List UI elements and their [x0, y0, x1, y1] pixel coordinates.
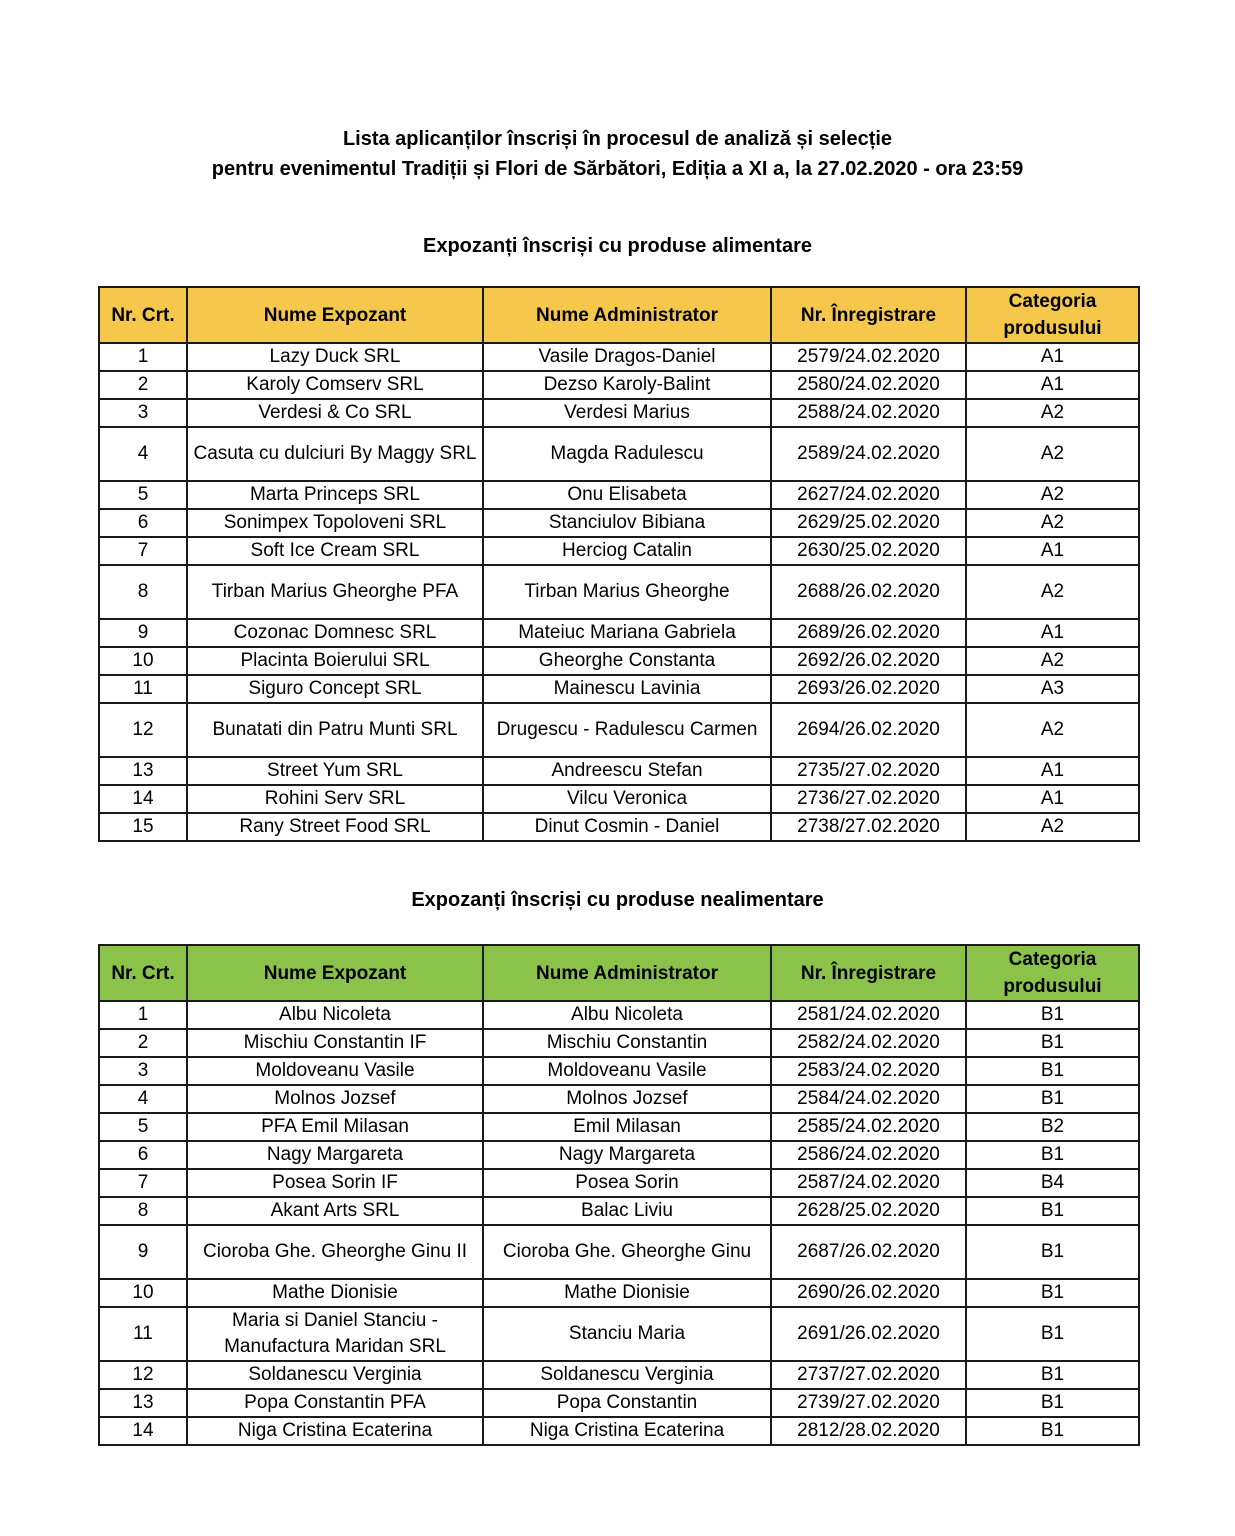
- document-title-line2: pentru evenimentul Tradiții și Flori de Sărbători, Ediția a XI a, la 27.02.2020 - ora 23:59: [211, 158, 1024, 180]
- table-row: [99, 399, 1139, 427]
- cell-nr: 8: [99, 1197, 187, 1225]
- cell-administrator: Posea Sorin: [483, 1169, 771, 1197]
- cell-expozant: Moldoveanu Vasile: [187, 1057, 483, 1085]
- cell-expozant: Soldanescu Verginia: [187, 1361, 483, 1389]
- cell-nr: 4: [99, 1085, 187, 1113]
- cell-expozant: Sonimpex Topoloveni SRL: [187, 509, 483, 537]
- cell-administrator: Molnos Jozsef: [483, 1085, 771, 1113]
- cell-expozant: Street Yum SRL: [187, 757, 483, 785]
- header-nr: Nr. Crt.: [99, 287, 187, 343]
- cell-administrator: Moldoveanu Vasile: [483, 1057, 771, 1085]
- table-row: [99, 757, 1139, 785]
- cell-nr: 8: [99, 565, 187, 619]
- cell-expozant: Bunatati din Patru Munti SRL: [187, 703, 483, 757]
- cell-nr: 1: [99, 1001, 187, 1029]
- cell-inregistrare: 2582/24.02.2020: [771, 1029, 966, 1057]
- cell-expozant: Popa Constantin PFA: [187, 1389, 483, 1417]
- table-header-row: [99, 287, 1139, 343]
- cell-categoria: A3: [966, 675, 1139, 703]
- cell-nr: 12: [99, 1361, 187, 1389]
- table-row: [99, 1225, 1139, 1279]
- cell-administrator: Dinut Cosmin - Daniel: [483, 813, 771, 841]
- cell-categoria: A2: [966, 399, 1139, 427]
- cell-inregistrare: 2735/27.02.2020: [771, 757, 966, 785]
- cell-expozant: Akant Arts SRL: [187, 1197, 483, 1225]
- cell-expozant: Siguro Concept SRL: [187, 675, 483, 703]
- cell-nr: 10: [99, 647, 187, 675]
- cell-categoria: B1: [966, 1001, 1139, 1029]
- table-row: [99, 1417, 1139, 1445]
- cell-nr: 7: [99, 537, 187, 565]
- table-row: [99, 1169, 1139, 1197]
- cell-administrator: Verdesi Marius: [483, 399, 771, 427]
- cell-nr: 9: [99, 1225, 187, 1279]
- cell-nr: 5: [99, 1113, 187, 1141]
- cell-nr: 13: [99, 757, 187, 785]
- cell-categoria: B1: [966, 1085, 1139, 1113]
- cell-administrator: Mathe Dionisie: [483, 1279, 771, 1307]
- table-row: [99, 537, 1139, 565]
- cell-expozant: Mischiu Constantin IF: [187, 1029, 483, 1057]
- cell-administrator: Popa Constantin: [483, 1389, 771, 1417]
- header-categoria: Categoria produsului: [966, 287, 1139, 343]
- cell-inregistrare: 2584/24.02.2020: [771, 1085, 966, 1113]
- cell-categoria: A2: [966, 647, 1139, 675]
- cell-administrator: Emil Milasan: [483, 1113, 771, 1141]
- cell-nr: 10: [99, 1279, 187, 1307]
- food-section-title: Expozanți înscriși cu produse alimentare: [422, 235, 812, 257]
- food-exhibitors-table: [98, 286, 1140, 842]
- cell-expozant: Niga Cristina Ecaterina: [187, 1417, 483, 1445]
- cell-inregistrare: 2629/25.02.2020: [771, 509, 966, 537]
- nonfood-exhibitors-table: [98, 944, 1140, 1446]
- cell-expozant: Tirban Marius Gheorghe PFA: [187, 565, 483, 619]
- cell-expozant: Posea Sorin IF: [187, 1169, 483, 1197]
- cell-expozant: Cozonac Domnesc SRL: [187, 619, 483, 647]
- cell-inregistrare: 2586/24.02.2020: [771, 1141, 966, 1169]
- table-row: [99, 675, 1139, 703]
- cell-categoria: B1: [966, 1307, 1139, 1361]
- nonfood-section-title: Expozanți înscriși cu produse nealimentare: [411, 889, 824, 911]
- table-row: [99, 1279, 1139, 1307]
- cell-administrator: Gheorghe Constanta: [483, 647, 771, 675]
- cell-inregistrare: 2580/24.02.2020: [771, 371, 966, 399]
- table-header-row: [99, 945, 1139, 1001]
- table-row: [99, 1057, 1139, 1085]
- table-row: [99, 703, 1139, 757]
- cell-administrator: Dezso Karoly-Balint: [483, 371, 771, 399]
- table-row: [99, 1389, 1139, 1417]
- cell-categoria: A2: [966, 565, 1139, 619]
- cell-expozant: PFA Emil Milasan: [187, 1113, 483, 1141]
- table-row: [99, 1307, 1139, 1361]
- cell-inregistrare: 2583/24.02.2020: [771, 1057, 966, 1085]
- cell-categoria: B1: [966, 1197, 1139, 1225]
- cell-administrator: Herciog Catalin: [483, 537, 771, 565]
- cell-administrator: Onu Elisabeta: [483, 481, 771, 509]
- table-row: [99, 1113, 1139, 1141]
- cell-inregistrare: 2587/24.02.2020: [771, 1169, 966, 1197]
- cell-inregistrare: 2687/26.02.2020: [771, 1225, 966, 1279]
- header-administrator: Nume Administrator: [483, 945, 771, 1001]
- cell-categoria: A2: [966, 481, 1139, 509]
- table-row: [99, 343, 1139, 371]
- table-row: [99, 481, 1139, 509]
- cell-inregistrare: 2581/24.02.2020: [771, 1001, 966, 1029]
- cell-nr: 2: [99, 371, 187, 399]
- cell-expozant: Maria si Daniel Stanciu - Manufactura Maridan SRL: [187, 1307, 483, 1361]
- cell-administrator: Mainescu Lavinia: [483, 675, 771, 703]
- cell-nr: 13: [99, 1389, 187, 1417]
- cell-expozant: Casuta cu dulciuri By Maggy SRL: [187, 427, 483, 481]
- cell-categoria: B1: [966, 1141, 1139, 1169]
- cell-inregistrare: 2579/24.02.2020: [771, 343, 966, 371]
- header-inregistrare: Nr. Înregistrare: [771, 287, 966, 343]
- cell-categoria: A1: [966, 371, 1139, 399]
- cell-inregistrare: 2688/26.02.2020: [771, 565, 966, 619]
- table-row: [99, 1085, 1139, 1113]
- table-row: [99, 647, 1139, 675]
- cell-nr: 15: [99, 813, 187, 841]
- table-row: [99, 509, 1139, 537]
- cell-categoria: A1: [966, 619, 1139, 647]
- cell-inregistrare: 2692/26.02.2020: [771, 647, 966, 675]
- cell-administrator: Soldanescu Verginia: [483, 1361, 771, 1389]
- cell-nr: 2: [99, 1029, 187, 1057]
- table-row: [99, 371, 1139, 399]
- cell-expozant: Molnos Jozsef: [187, 1085, 483, 1113]
- cell-administrator: Magda Radulescu: [483, 427, 771, 481]
- cell-categoria: B1: [966, 1029, 1139, 1057]
- document-title-line1: Lista aplicanților înscriși în procesul de analiză și selecție: [342, 128, 893, 150]
- cell-administrator: Stanciulov Bibiana: [483, 509, 771, 537]
- cell-inregistrare: 2588/24.02.2020: [771, 399, 966, 427]
- cell-administrator: Andreescu Stefan: [483, 757, 771, 785]
- table-row: [99, 1001, 1139, 1029]
- cell-categoria: B1: [966, 1389, 1139, 1417]
- cell-categoria: B2: [966, 1113, 1139, 1141]
- cell-nr: 6: [99, 1141, 187, 1169]
- cell-inregistrare: 2589/24.02.2020: [771, 427, 966, 481]
- cell-expozant: Karoly Comserv SRL: [187, 371, 483, 399]
- cell-nr: 14: [99, 785, 187, 813]
- cell-expozant: Placinta Boierului SRL: [187, 647, 483, 675]
- cell-nr: 9: [99, 619, 187, 647]
- table-row: [99, 1361, 1139, 1389]
- cell-inregistrare: 2690/26.02.2020: [771, 1279, 966, 1307]
- cell-categoria: A1: [966, 785, 1139, 813]
- header-inregistrare: Nr. Înregistrare: [771, 945, 966, 1001]
- cell-expozant: Soft Ice Cream SRL: [187, 537, 483, 565]
- cell-expozant: Mathe Dionisie: [187, 1279, 483, 1307]
- cell-inregistrare: 2738/27.02.2020: [771, 813, 966, 841]
- cell-inregistrare: 2736/27.02.2020: [771, 785, 966, 813]
- cell-expozant: Nagy Margareta: [187, 1141, 483, 1169]
- cell-nr: 14: [99, 1417, 187, 1445]
- cell-nr: 11: [99, 1307, 187, 1361]
- cell-administrator: Stanciu Maria: [483, 1307, 771, 1361]
- cell-administrator: Balac Liviu: [483, 1197, 771, 1225]
- header-categoria: Categoria produsului: [966, 945, 1139, 1001]
- table-row: [99, 813, 1139, 841]
- table-row: [99, 427, 1139, 481]
- table-row: [99, 785, 1139, 813]
- cell-categoria: B4: [966, 1169, 1139, 1197]
- cell-expozant: Rany Street Food SRL: [187, 813, 483, 841]
- cell-categoria: B1: [966, 1057, 1139, 1085]
- cell-administrator: Mischiu Constantin: [483, 1029, 771, 1057]
- cell-expozant: Verdesi & Co SRL: [187, 399, 483, 427]
- cell-nr: 5: [99, 481, 187, 509]
- cell-administrator: Vilcu Veronica: [483, 785, 771, 813]
- cell-categoria: B1: [966, 1225, 1139, 1279]
- header-nr: Nr. Crt.: [99, 945, 187, 1001]
- cell-expozant: Albu Nicoleta: [187, 1001, 483, 1029]
- cell-categoria: B1: [966, 1361, 1139, 1389]
- cell-inregistrare: 2627/24.02.2020: [771, 481, 966, 509]
- cell-expozant: Rohini Serv SRL: [187, 785, 483, 813]
- cell-categoria: A1: [966, 757, 1139, 785]
- table-row: [99, 565, 1139, 619]
- cell-categoria: B1: [966, 1417, 1139, 1445]
- cell-nr: 12: [99, 703, 187, 757]
- cell-expozant: Lazy Duck SRL: [187, 343, 483, 371]
- cell-inregistrare: 2630/25.02.2020: [771, 537, 966, 565]
- header-expozant: Nume Expozant: [187, 287, 483, 343]
- cell-inregistrare: 2585/24.02.2020: [771, 1113, 966, 1141]
- cell-administrator: Tirban Marius Gheorghe: [483, 565, 771, 619]
- cell-administrator: Niga Cristina Ecaterina: [483, 1417, 771, 1445]
- table-row: [99, 1141, 1139, 1169]
- cell-nr: 4: [99, 427, 187, 481]
- cell-inregistrare: 2689/26.02.2020: [771, 619, 966, 647]
- cell-categoria: A2: [966, 509, 1139, 537]
- cell-administrator: Albu Nicoleta: [483, 1001, 771, 1029]
- header-expozant: Nume Expozant: [187, 945, 483, 1001]
- cell-categoria: A2: [966, 813, 1139, 841]
- cell-inregistrare: 2737/27.02.2020: [771, 1361, 966, 1389]
- cell-inregistrare: 2739/27.02.2020: [771, 1389, 966, 1417]
- cell-categoria: A2: [966, 703, 1139, 757]
- cell-nr: 3: [99, 1057, 187, 1085]
- cell-administrator: Mateiuc Mariana Gabriela: [483, 619, 771, 647]
- cell-administrator: Drugescu - Radulescu Carmen: [483, 703, 771, 757]
- cell-expozant: Marta Princeps SRL: [187, 481, 483, 509]
- cell-categoria: A2: [966, 427, 1139, 481]
- cell-inregistrare: 2691/26.02.2020: [771, 1307, 966, 1361]
- cell-categoria: A1: [966, 343, 1139, 371]
- cell-nr: 1: [99, 343, 187, 371]
- cell-inregistrare: 2628/25.02.2020: [771, 1197, 966, 1225]
- cell-administrator: Vasile Dragos-Daniel: [483, 343, 771, 371]
- cell-administrator: Nagy Margareta: [483, 1141, 771, 1169]
- table-row: [99, 619, 1139, 647]
- cell-inregistrare: 2694/26.02.2020: [771, 703, 966, 757]
- cell-categoria: B1: [966, 1279, 1139, 1307]
- cell-nr: 3: [99, 399, 187, 427]
- cell-categoria: A1: [966, 537, 1139, 565]
- cell-expozant: Cioroba Ghe. Gheorghe Ginu II: [187, 1225, 483, 1279]
- cell-nr: 7: [99, 1169, 187, 1197]
- cell-nr: 6: [99, 509, 187, 537]
- cell-inregistrare: 2812/28.02.2020: [771, 1417, 966, 1445]
- cell-administrator: Cioroba Ghe. Gheorghe Ginu: [483, 1225, 771, 1279]
- table-row: [99, 1197, 1139, 1225]
- table-row: [99, 1029, 1139, 1057]
- cell-nr: 11: [99, 675, 187, 703]
- header-administrator: Nume Administrator: [483, 287, 771, 343]
- cell-inregistrare: 2693/26.02.2020: [771, 675, 966, 703]
